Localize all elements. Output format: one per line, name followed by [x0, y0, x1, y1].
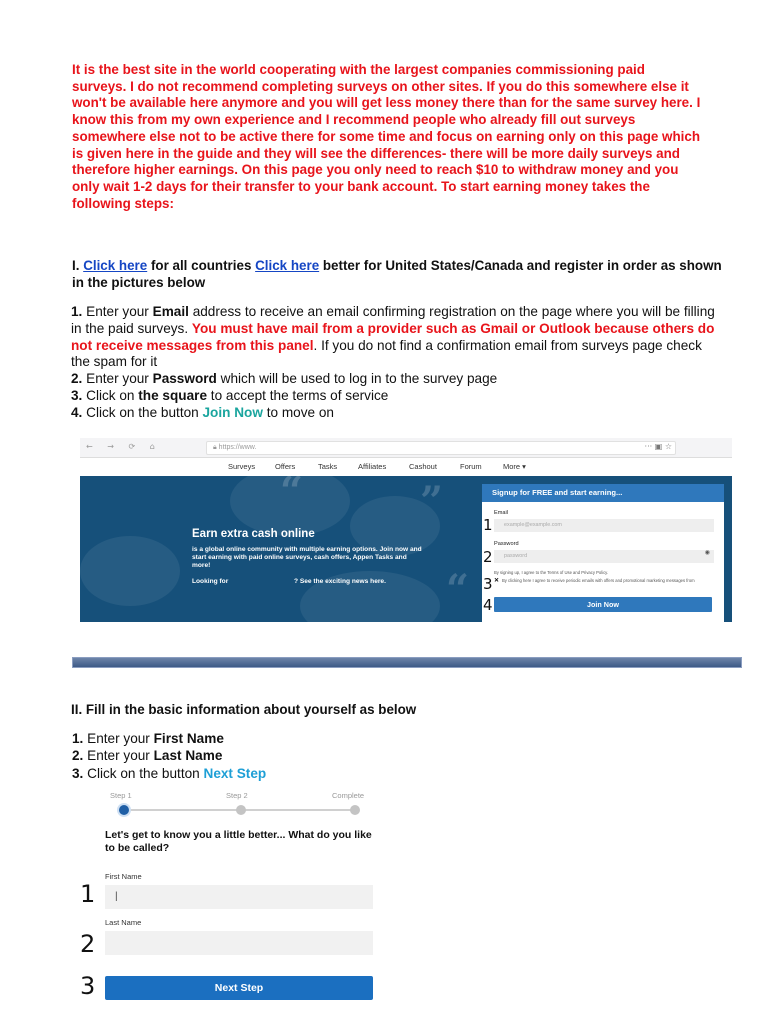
browser-tools-icons: ··· ▣ ☆ — [644, 442, 672, 451]
step-text: Click on — [86, 387, 135, 403]
basic-info-steps-list — [72, 730, 572, 782]
terms-text: By signing up, I agree to the Terms of Use and Privacy Policy. — [494, 570, 609, 575]
basic-info-screenshot — [80, 786, 380, 1006]
section-divider-bar — [72, 657, 742, 668]
step-text: Click on the button — [86, 404, 199, 420]
stepper-label-complete: Complete — [332, 791, 365, 800]
step-keyword: First Name — [153, 731, 224, 746]
first-name-field[interactable]: | — [105, 885, 373, 909]
stepper-dot-step-2 — [236, 805, 246, 815]
handwritten-marker: 1 — [80, 880, 96, 908]
step-text: Enter your — [86, 371, 149, 387]
browser-nav-icons: ← → ⟳ ⌂ — [86, 442, 161, 451]
registration-steps-list — [71, 304, 721, 422]
step-keyword: Email — [152, 304, 189, 319]
hero-news-line — [192, 578, 422, 585]
join-now-button[interactable]: Join Now — [494, 597, 712, 612]
step-email — [71, 304, 721, 371]
last-name-field[interactable] — [105, 931, 373, 955]
step-text: to accept the terms of service — [210, 387, 389, 403]
password-field[interactable]: password — [494, 550, 714, 563]
email-label: Email — [494, 510, 508, 516]
site-nav-offers: Offers — [275, 462, 296, 471]
step-number: 3. — [71, 387, 83, 403]
step-keyword: the square — [138, 387, 208, 403]
site-navigation — [80, 458, 732, 476]
password-label: Password — [494, 541, 519, 547]
signup-page-screenshot — [80, 438, 732, 622]
handwritten-marker: 3 — [80, 972, 96, 1000]
stepper-label-step-2: Step 2 — [226, 791, 248, 800]
step-text: which will be used to log in to the survey page — [220, 371, 498, 387]
decor-bubble — [80, 536, 180, 606]
handwritten-marker: 4 — [483, 596, 493, 614]
handwritten-marker: 1 — [483, 516, 493, 534]
site-nav-affiliates: Affiliates — [358, 462, 387, 471]
step-keyword: Password — [152, 371, 217, 387]
stepper-dot-complete — [350, 805, 360, 815]
section-one-numeral: I. — [72, 258, 80, 273]
site-nav-forum: Forum — [460, 462, 482, 471]
step-text: to move on — [266, 404, 334, 420]
section-two-title: II. Fill in the basic information about yourself as below — [71, 702, 417, 717]
hero-description: is a global online community with multiple earning options. Join now and start earning with paid online surveys, cash offers, Appen Tasks and more! — [192, 546, 422, 569]
signup-form-title: Signup for FREE and start earning... — [482, 484, 724, 502]
browser-url-bar — [206, 441, 676, 455]
mail-provider-warning: You must have mail from a provider such as Gmail or Outlook because others do not receive messages from this panel — [71, 320, 715, 353]
step-keyword: Last Name — [153, 748, 223, 764]
hero-news-text: Looking for — [192, 578, 229, 585]
browser-url-text: https://www. — [218, 444, 257, 451]
step-keyword-next-step: Next Step — [203, 765, 267, 781]
step-number: 1. — [72, 731, 84, 746]
lock-icon: 🔒︎ — [213, 444, 219, 451]
form-question: Let's get to know you a little better... What do you like to be called? — [105, 829, 372, 854]
step-text: Enter your — [86, 304, 149, 319]
click-here-link-all-countries[interactable]: Click here — [83, 258, 148, 273]
site-nav-cashout: Cashout — [409, 462, 437, 471]
step-text: Click on the button — [87, 765, 200, 781]
stepper-label-step-1: Step 1 — [110, 791, 132, 800]
handwritten-marker: 2 — [80, 930, 96, 958]
email-field[interactable]: example@example.com — [494, 519, 714, 532]
consent-text: By clicking here I agree to receive periodic emails with offers and promotional marketing messages from — [502, 578, 695, 583]
step-last-name — [72, 747, 572, 764]
section-one-instructions — [72, 258, 732, 291]
quote-mark-decor: “ — [446, 566, 470, 613]
site-nav-surveys: Surveys — [228, 462, 256, 471]
step-keyword-join-now: Join Now — [202, 404, 263, 420]
signup-form — [482, 484, 724, 622]
step-first-name — [72, 730, 572, 747]
intro-paragraph: It is the best site in the world cooperating with the largest companies commissioning paid surveys. I do not recommend completing surveys on other sites. If you do this somewhere else it won't be available here anymore and you will get less money there than for the same survey here. I know this from my own experience and I recommend people who already fill out surveys somewhere else not to be active there for some time and focus on earning only on this page which is given here in the guide and they will see the differences- there will be more daily surveys and therefore higher earnings. On this page you only need to reach $10 to withdraw money and you only wait 1-2 days for their transfer to your bank account. To start earning money takes the following steps: — [72, 62, 701, 211]
hero-title: Earn extra cash online — [192, 528, 315, 540]
step-number: 2. — [71, 371, 83, 387]
site-nav-tasks: Tasks — [318, 462, 338, 471]
step-text: Enter your — [87, 731, 150, 746]
consent-checkbox[interactable]: ✕ — [494, 578, 500, 584]
step-number: 1. — [71, 304, 83, 319]
step-password — [71, 371, 721, 388]
handwritten-marker: 2 — [483, 548, 493, 566]
step-text: . If you do not find a confirmation email from surveys page check the spam for it — [71, 337, 702, 370]
next-step-button[interactable]: Next Step — [105, 976, 373, 1000]
step-number: 4. — [71, 404, 83, 420]
step-next — [72, 765, 572, 782]
hero-news-text: ? See the exciting news here. — [293, 578, 386, 585]
handwritten-marker: 3 — [483, 575, 493, 593]
click-here-link-us-canada[interactable]: Click here — [255, 258, 320, 273]
step-text: Enter your — [87, 748, 150, 764]
show-password-icon[interactable]: ◉ — [704, 550, 710, 556]
section-one-text-2: better for United States/Canada and register in order as shown in the pictures below — [72, 258, 722, 290]
section-one-text-1: for all countries — [150, 258, 252, 273]
step-number: 3. — [72, 765, 84, 781]
first-name-label: First Name — [105, 872, 142, 881]
step-number: 2. — [72, 748, 84, 764]
hero-banner — [80, 476, 732, 622]
quote-mark-decor: ” — [420, 478, 444, 525]
step-join — [71, 405, 721, 422]
last-name-label: Last Name — [105, 918, 142, 927]
site-nav-more: More ▾ — [503, 462, 526, 471]
quote-mark-decor: “ — [280, 476, 304, 515]
browser-toolbar — [80, 438, 732, 458]
stepper-dot-step-1 — [119, 805, 129, 815]
step-terms — [71, 388, 721, 405]
step-text: address to receive an email confirming registration on the page where you will be filling in the paid surveys. — [71, 304, 715, 336]
